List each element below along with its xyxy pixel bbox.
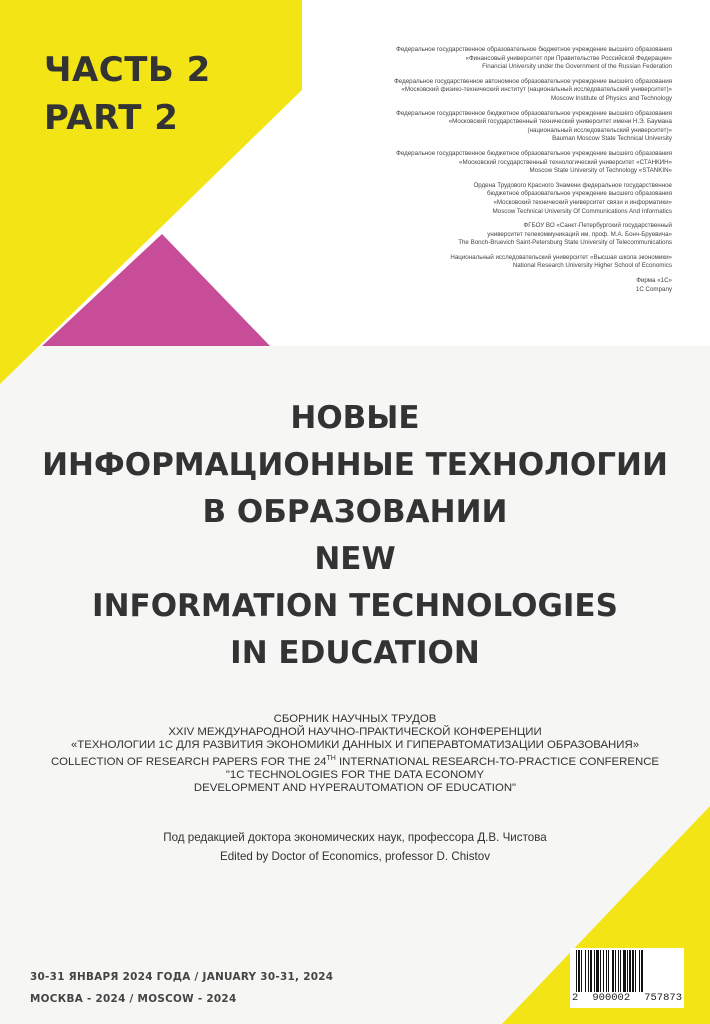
organizer-line: The Bonch-Bruevich Saint-Petersburg State University of Telecommunications bbox=[458, 239, 672, 247]
editor-ru: Под редакцией доктора экономических наук, профессора Д.В. Чистова bbox=[163, 831, 547, 844]
organizer-line: Федеральное государственное образовательное бюджетное учреждение высшего образования bbox=[396, 46, 672, 53]
barcode-digit-group: 900002 bbox=[592, 992, 631, 1004]
publication-place: МОСКВА - 2024 / MOSCOW - 2024 bbox=[30, 993, 237, 1005]
organizer-block bbox=[300, 110, 672, 144]
barcode-bar bbox=[632, 950, 634, 992]
barcode-digits bbox=[570, 992, 684, 1004]
barcode-bar bbox=[581, 950, 582, 992]
collection-line: СБОРНИК НАУЧНЫХ ТРУДОВ bbox=[273, 713, 437, 725]
title-ru-line: ИНФОРМАЦИОННЫЕ ТЕХНОЛОГИИ bbox=[42, 447, 668, 483]
title-ru-line: НОВЫЕ bbox=[290, 400, 420, 436]
barcode bbox=[570, 948, 684, 1008]
barcode-bar bbox=[588, 950, 589, 992]
editor-info bbox=[0, 828, 710, 866]
organizer-block bbox=[300, 182, 672, 216]
organizer-line: Ордена Трудового Красного Знамени федеральное государственное bbox=[473, 181, 672, 189]
barcode-bar bbox=[612, 950, 614, 992]
title-en-line: NEW bbox=[314, 541, 396, 577]
barcode-bar bbox=[576, 950, 577, 992]
collection-text: COLLECTION OF RESEARCH PAPERS FOR THE 24 bbox=[50, 755, 327, 768]
barcode-bar bbox=[620, 950, 621, 992]
barcode-bar bbox=[600, 950, 601, 992]
organizer-line: «Московский физико-технический институт (национальный исследовательский университет)» bbox=[401, 86, 672, 94]
organizer-line: Национальный исследовательский университет «Высшая школа экономики» bbox=[450, 253, 672, 261]
organizer-line: Moscow Institute of Physics and Technology bbox=[551, 94, 672, 102]
conference-dates: 30-31 ЯНВАРЯ 2024 ГОДА / JANUARY 30-31, 2024 bbox=[30, 971, 334, 983]
barcode-bar bbox=[627, 950, 628, 992]
organizer-block bbox=[300, 222, 672, 248]
organizer-line: Федеральное государственное автономное образовательное учреждение высшего образования bbox=[394, 77, 672, 85]
barcode-bar bbox=[629, 950, 631, 992]
organizer-line: бюджетное образовательное учреждение высшего образования bbox=[486, 190, 672, 198]
organizer-line: (национальный исследовательский университет)» bbox=[527, 126, 672, 134]
organizer-line: 1C Company bbox=[635, 285, 672, 293]
collection-line: "1C TECHNOLOGIES FOR THE DATA ECONOMY bbox=[225, 768, 485, 781]
organizer-line: Moscow Technical University Of Communications And Informatics bbox=[492, 207, 672, 215]
title-en-line: IN EDUCATION bbox=[230, 635, 480, 671]
organizer-line: Bauman Moscow State Technical University bbox=[552, 135, 672, 143]
barcode-digit-group: 757873 bbox=[644, 992, 682, 1004]
barcode-bar bbox=[590, 950, 592, 992]
barcode-bar bbox=[585, 950, 586, 992]
barcode-bar bbox=[596, 950, 599, 992]
editor-en: Edited by Doctor of Economics, professor D. Chistov bbox=[220, 850, 490, 863]
collection-text: INTERNATIONAL RESEARCH-TO-PRACTICE CONFERENCE bbox=[335, 755, 660, 768]
collection-description bbox=[0, 713, 710, 795]
organizer-block bbox=[300, 254, 672, 271]
organizer-line: Financial University under the Government of the Russian Federation bbox=[482, 63, 672, 71]
barcode-bar bbox=[623, 950, 626, 992]
book-title bbox=[0, 395, 710, 677]
organizer-block bbox=[300, 78, 672, 104]
collection-superscript: TH bbox=[326, 755, 336, 762]
organizer-line: университет телекоммуникаций им. проф. М.А. Бонч-Бруевича» bbox=[487, 230, 672, 238]
barcode-bar bbox=[635, 950, 636, 992]
organizer-line: «Финансовый университет при Правительстве Российской Федерации» bbox=[465, 54, 672, 62]
barcode-bar bbox=[641, 950, 643, 992]
barcode-bar bbox=[639, 950, 640, 992]
barcode-digit-group: 2 bbox=[572, 992, 579, 1004]
part-number-en: PART 2 bbox=[44, 98, 179, 138]
organizer-block bbox=[300, 150, 672, 176]
organizer-line: ФГБОУ ВО «Санкт-Петербургский государственный bbox=[523, 222, 672, 230]
organizer-line: «Московский государственный технологический университет «СТАНКИН» bbox=[459, 158, 672, 166]
organizer-line: Федеральное государственное бюджетное образовательное учреждение высшего образования bbox=[396, 109, 672, 117]
barcode-bars bbox=[574, 950, 680, 992]
title-en-line: INFORMATION TECHNOLOGIES bbox=[92, 588, 618, 624]
organizer-line: Moscow State University of Technology «STANKIN» bbox=[529, 167, 672, 175]
barcode-bar bbox=[578, 950, 580, 992]
barcode-bar bbox=[606, 950, 607, 992]
barcode-bar bbox=[594, 950, 595, 992]
part-number-ru: ЧАСТЬ 2 bbox=[44, 50, 211, 90]
organizer-block bbox=[300, 277, 672, 294]
collection-line: «ТЕХНОЛОГИИ 1С ДЛЯ РАЗВИТИЯ ЭКОНОМИКИ ДАННЫХ И ГИПЕРАВТОМАТИЗАЦИИ ОБРАЗОВАНИЯ» bbox=[70, 739, 640, 751]
barcode-bar bbox=[615, 950, 616, 992]
collection-line-en bbox=[0, 752, 710, 769]
organizer-block bbox=[300, 46, 672, 72]
title-ru-line: В ОБРАЗОВАНИИ bbox=[202, 494, 508, 530]
organizers-list bbox=[300, 46, 672, 300]
organizer-line: National Research University Higher School of Economics bbox=[512, 262, 672, 270]
organizer-line: «Московский государственный технический университет имени Н.Э. Баумана bbox=[448, 118, 672, 126]
barcode-bar bbox=[603, 950, 604, 992]
organizer-line: «Московский технический университет связи и информатики» bbox=[493, 198, 672, 206]
barcode-bar bbox=[608, 950, 609, 992]
organizer-line: Федеральное государственное бюджетное образовательное учреждение высшего образования bbox=[396, 149, 672, 157]
collection-line: DEVELOPMENT AND HYPERAUTOMATION OF EDUCATION" bbox=[193, 781, 517, 794]
collection-line: XXIV МЕЖДУНАРОДНОЙ НАУЧНО-ПРАКТИЧЕСКОЙ КОНФЕРЕНЦИИ bbox=[168, 726, 542, 738]
organizer-line: Фирма «1С» bbox=[636, 277, 672, 285]
barcode-bar bbox=[618, 950, 619, 992]
